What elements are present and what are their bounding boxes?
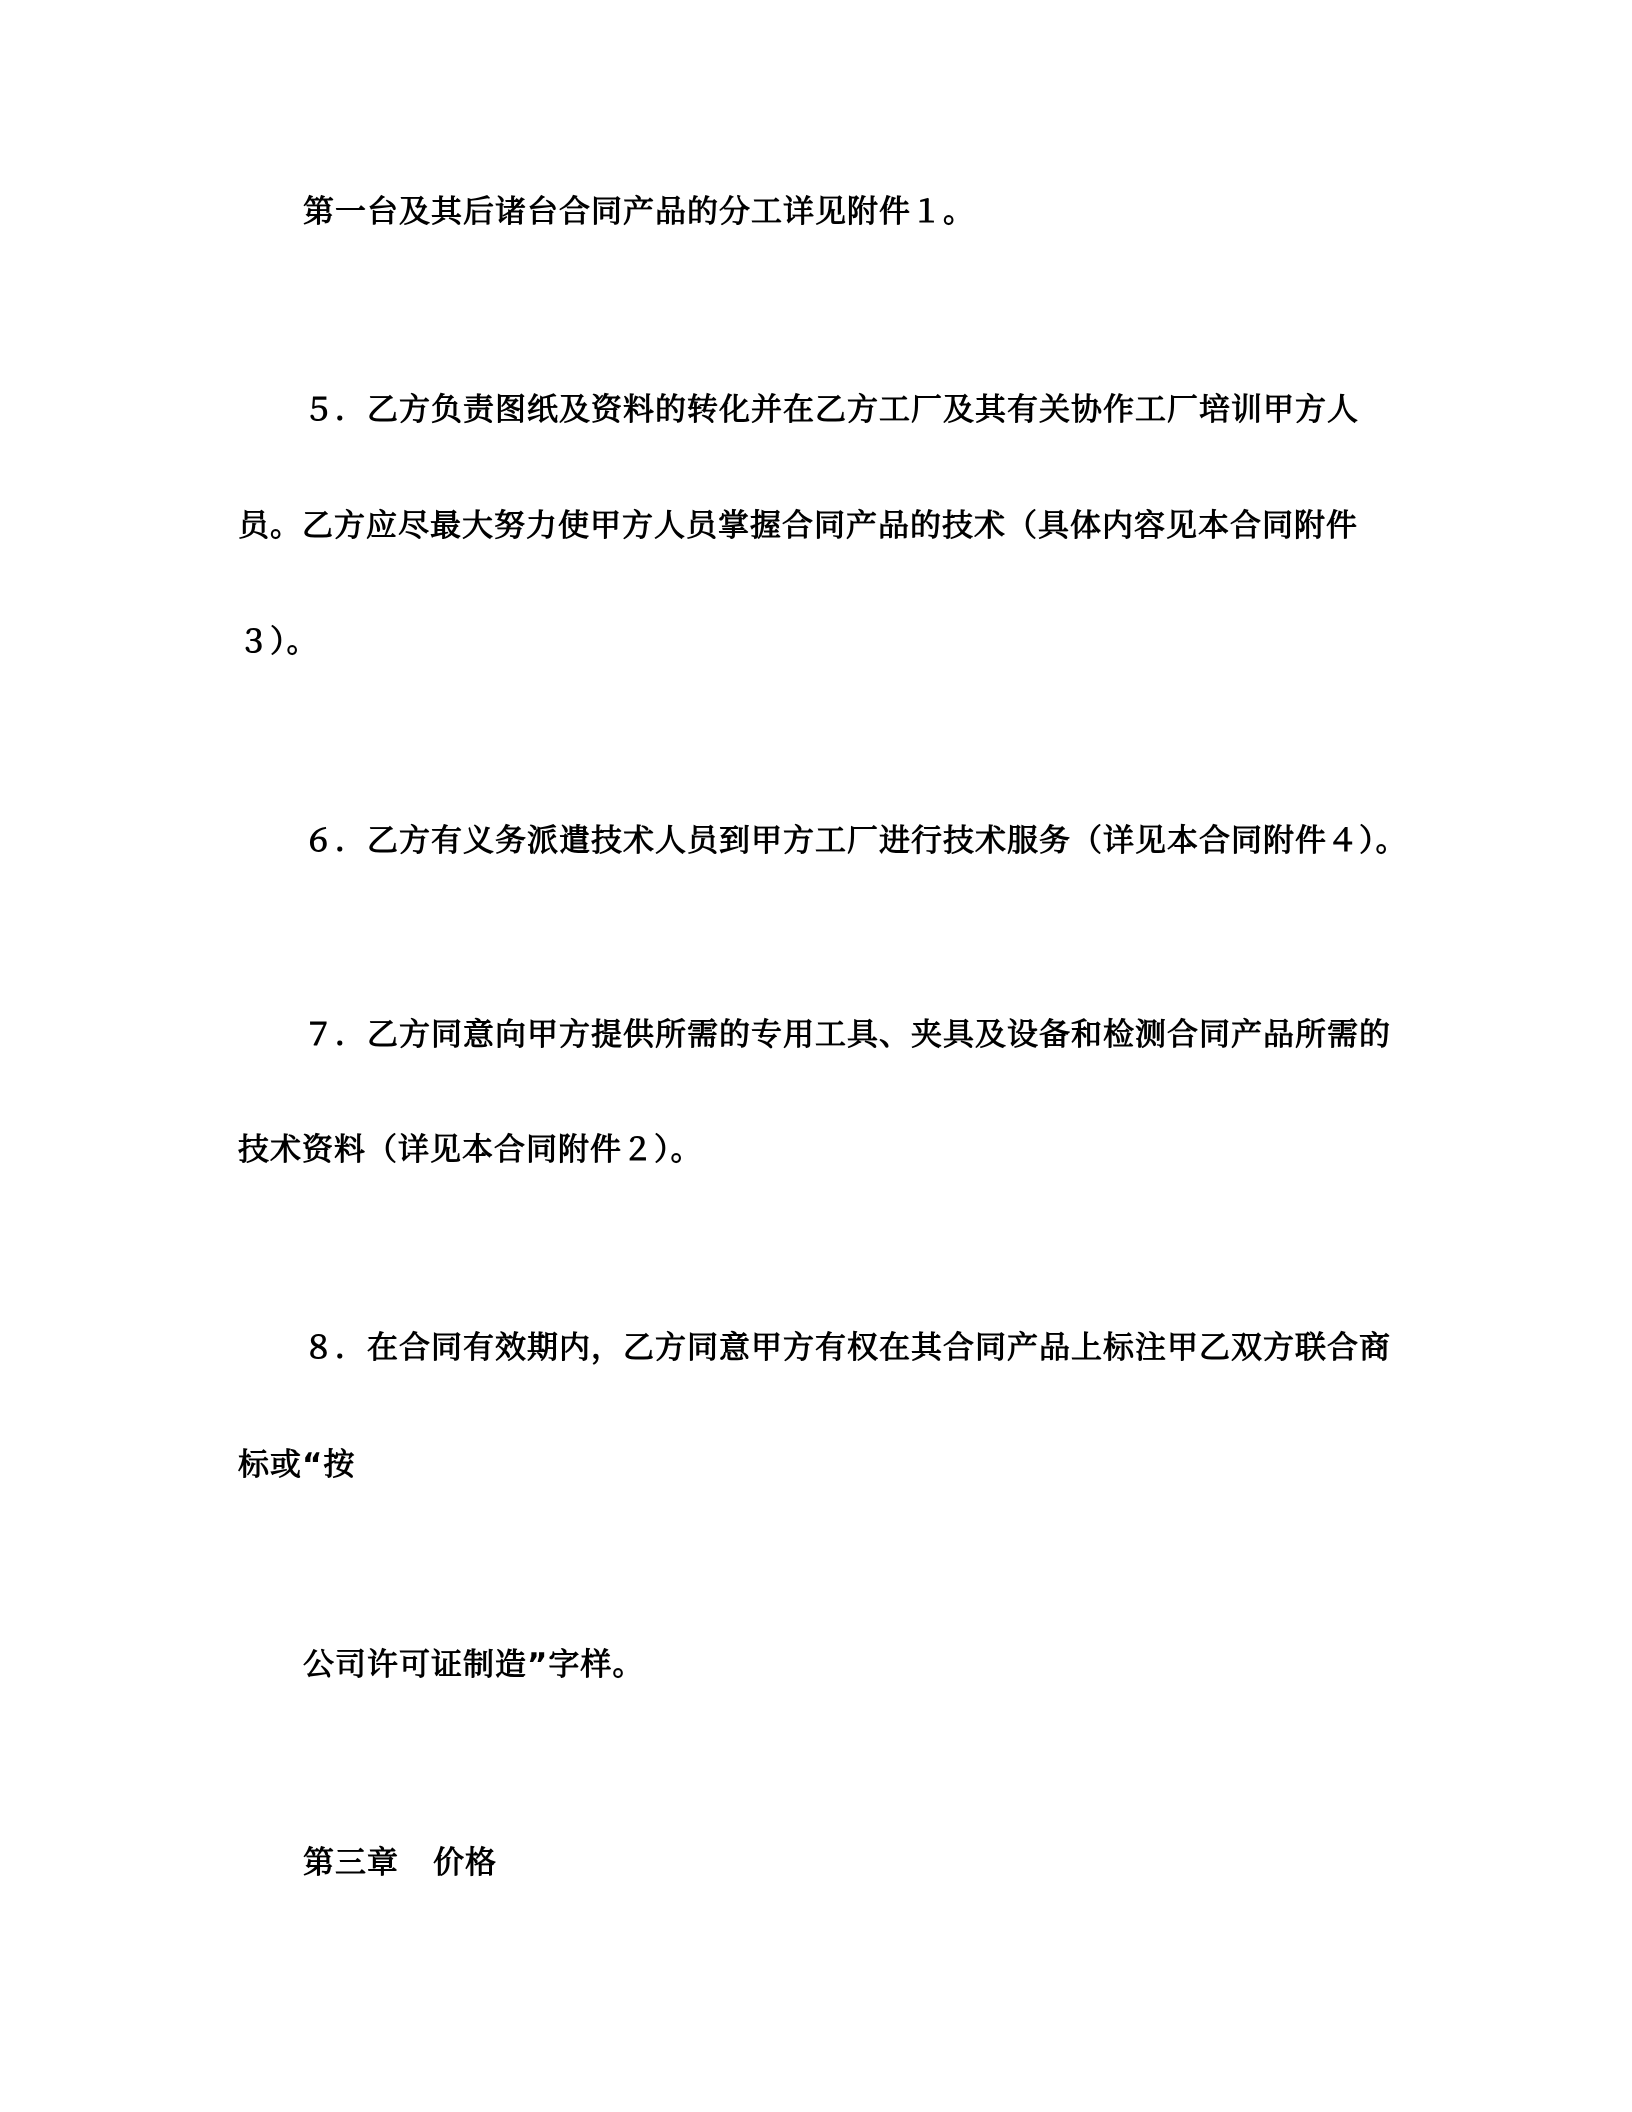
- paragraph-7-line-1: ７．乙方同意向甲方提供所需的专用工具、夹具及设备和检测合同产品所需的: [303, 1017, 1391, 1053]
- paragraph-5-line-2: 员。乙方应尽最大努力使甲方人员掌握合同产品的技术（具体内容见本合同附件: [238, 508, 1358, 544]
- paragraph-5-line-1: ５．乙方负责图纸及资料的转化并在乙方工厂及其有关协作工厂培训甲方人: [303, 392, 1359, 428]
- chapter-number: 第三章: [303, 1845, 399, 1881]
- paragraph-5-line-3: ３）。: [238, 624, 319, 660]
- paragraph-7-line-2: 技术资料（详见本合同附件２）。: [238, 1132, 703, 1168]
- chapter-heading: [303, 1845, 497, 1881]
- paragraph-6-line-1: ６．乙方有义务派遣技术人员到甲方工厂进行技术服务（详见本合同附件４）。: [303, 823, 1408, 859]
- paragraph-1-line-1: 第一台及其后诸台合同产品的分工详见附件１。: [303, 194, 975, 230]
- chapter-title: 价格: [433, 1845, 497, 1881]
- paragraph-8-line-2: 标或“按: [238, 1447, 356, 1483]
- paragraph-8-line-3: 公司许可证制造”字样。: [303, 1647, 645, 1683]
- paragraph-8-line-1: ８．在合同有效期内，乙方同意甲方有权在其合同产品上标注甲乙双方联合商: [303, 1330, 1391, 1366]
